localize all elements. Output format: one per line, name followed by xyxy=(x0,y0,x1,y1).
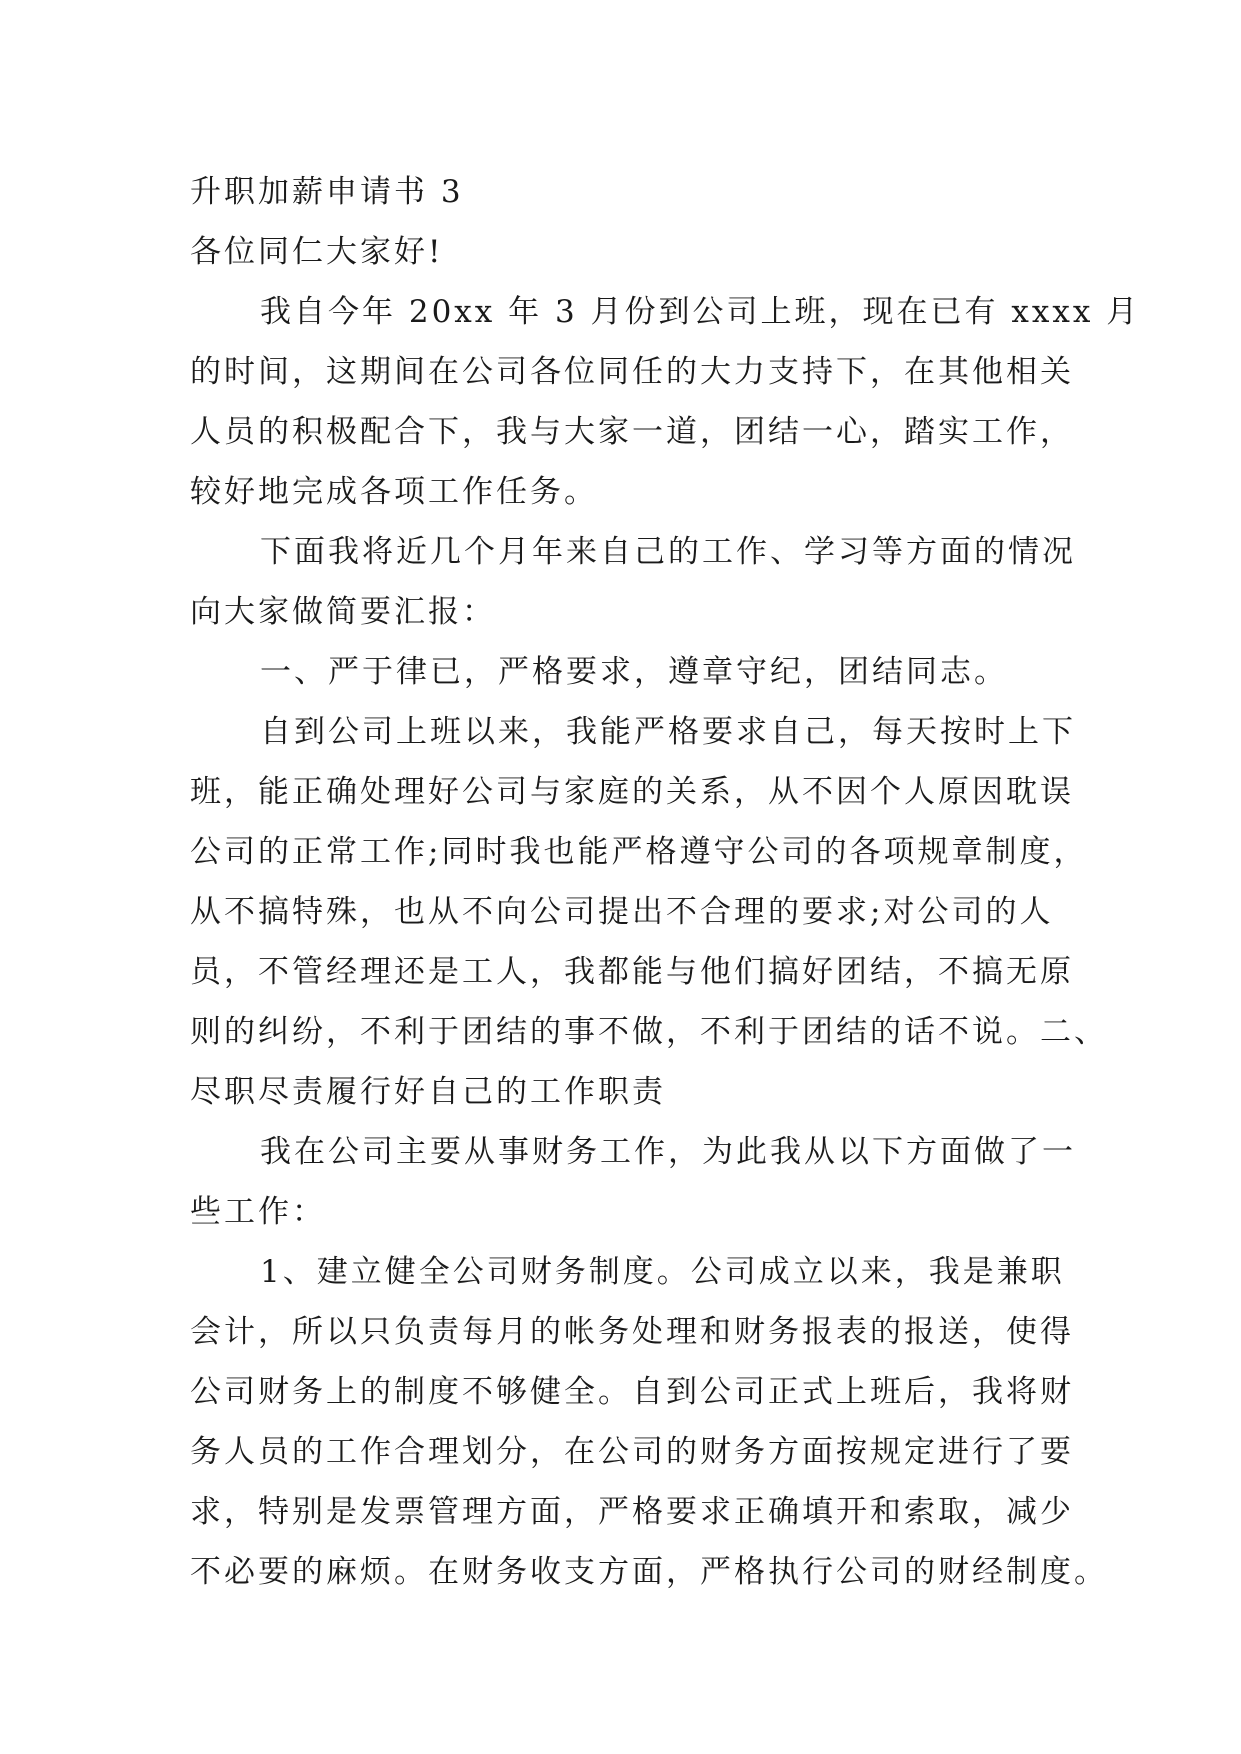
paragraph-line: 不必要的麻烦。在财务收支方面，严格执行公司的财经制度。 xyxy=(190,1554,1108,1590)
paragraph-line: 从不搞特殊，也从不向公司提出不合理的要求;对公司的人 xyxy=(190,894,1054,930)
document-title: 升职加薪申请书 3 xyxy=(190,174,464,210)
document-body xyxy=(190,162,1141,1602)
paragraph-line: 公司财务上的制度不够健全。自到公司正式上班后，我将财 xyxy=(190,1374,1074,1410)
paragraph-line: 人员的积极配合下，我与大家一道，团结一心，踏实工作， xyxy=(190,414,1074,450)
paragraph-line: 班，能正确处理好公司与家庭的关系，从不因个人原因耽误 xyxy=(190,774,1074,810)
paragraph-line: 较好地完成各项工作任务。 xyxy=(190,474,598,510)
paragraph-line: 尽职尽责履行好自己的工作职责 xyxy=(190,1074,666,1110)
paragraph-line: 1、建立健全公司财务制度。公司成立以来，我是兼职 xyxy=(260,1254,1065,1290)
paragraph-line: 员，不管经理还是工人，我都能与他们搞好团结，不搞无原 xyxy=(190,954,1074,990)
section-heading: 一、严于律已，严格要求，遵章守纪，团结同志。 xyxy=(260,654,1008,690)
paragraph-line: 公司的正常工作;同时我也能严格遵守公司的各项规章制度， xyxy=(190,834,1088,870)
paragraph-line: 务人员的工作合理划分，在公司的财务方面按规定进行了要 xyxy=(190,1434,1074,1470)
paragraph-line: 下面我将近几个月年来自己的工作、学习等方面的情况 xyxy=(260,534,1076,570)
paragraph-line: 会计，所以只负责每月的帐务处理和财务报表的报送，使得 xyxy=(190,1314,1074,1350)
paragraph-line: 些工作： xyxy=(190,1194,326,1230)
paragraph-line: 向大家做简要汇报： xyxy=(190,594,496,630)
paragraph-line: 我在公司主要从事财务工作，为此我从以下方面做了一 xyxy=(260,1134,1076,1170)
paragraph-line: 的时间，这期间在公司各位同任的大力支持下，在其他相关 xyxy=(190,354,1074,390)
paragraph-line: 我自今年 20xx 年 3 月份到公司上班，现在已有 xxxx 月 xyxy=(260,294,1141,330)
paragraph-line: 则的纠纷，不利于团结的事不做，不利于团结的话不说。二、 xyxy=(190,1014,1108,1050)
salutation: 各位同仁大家好! xyxy=(190,234,444,270)
paragraph-line: 自到公司上班以来，我能严格要求自己，每天按时上下 xyxy=(260,714,1076,750)
paragraph-line: 求，特别是发票管理方面，严格要求正确填开和索取，减少 xyxy=(190,1494,1074,1530)
